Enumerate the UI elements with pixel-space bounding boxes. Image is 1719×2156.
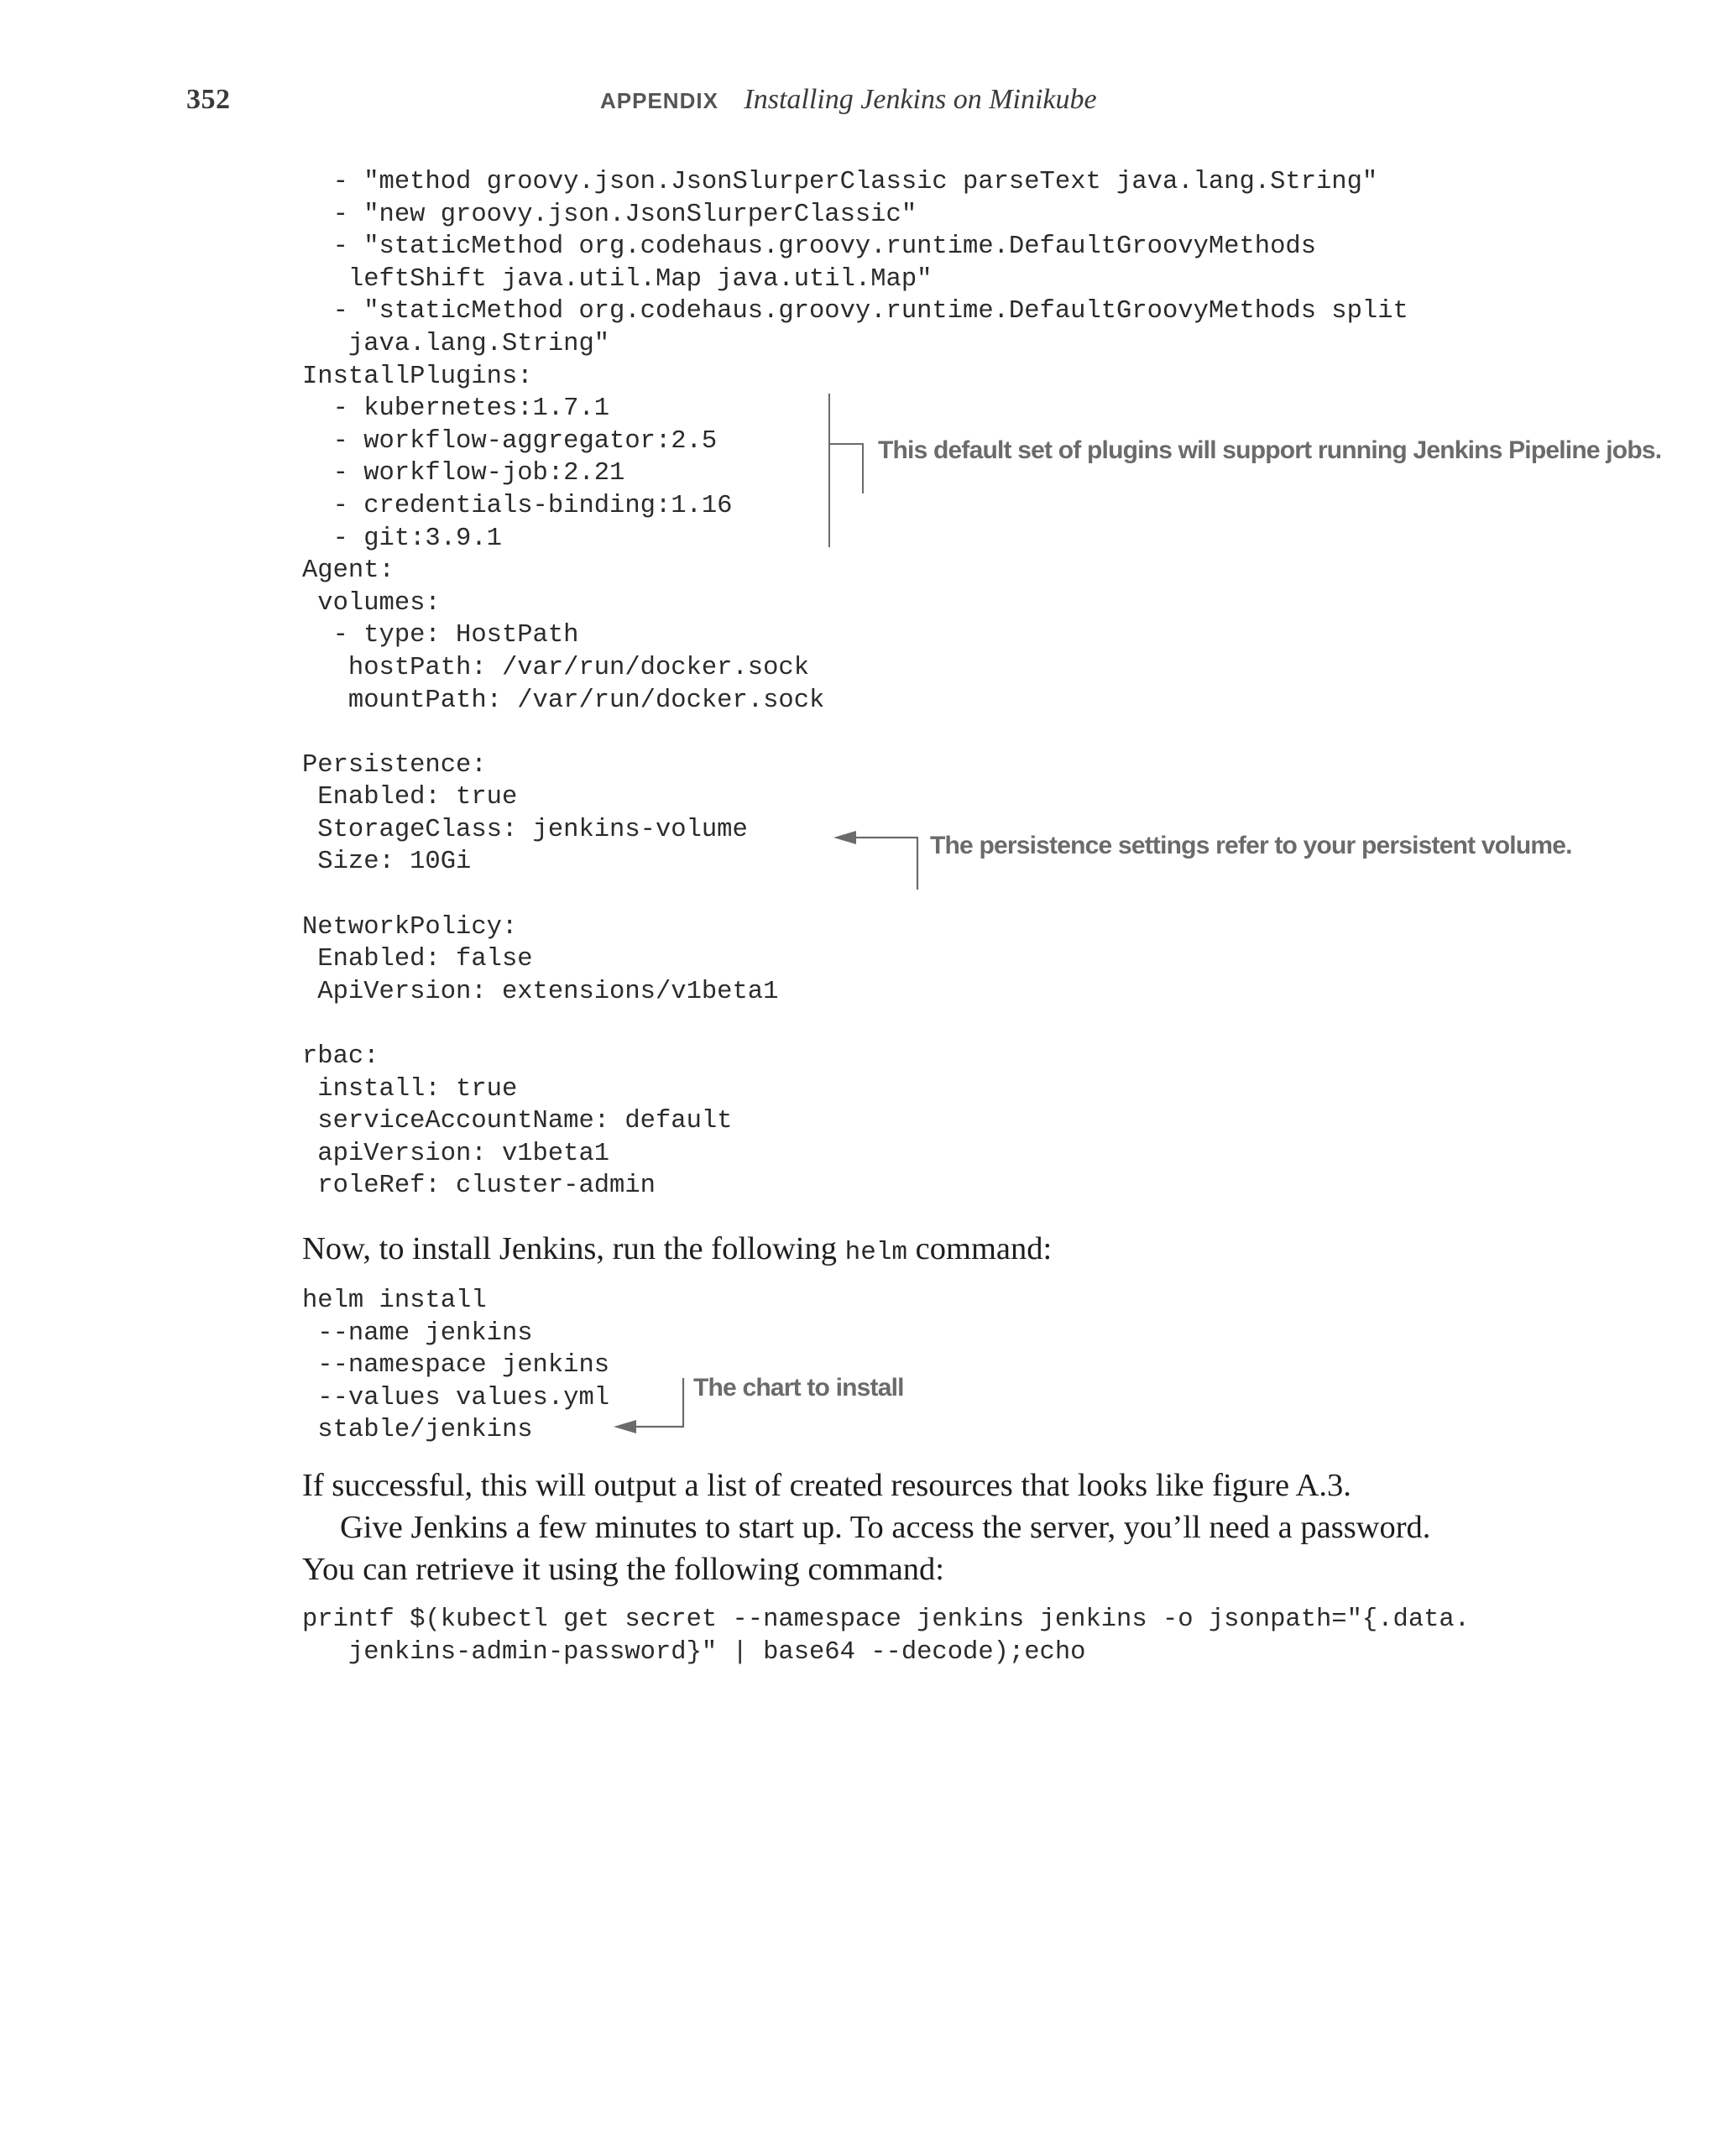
- code-printf-command: printf $(kubectl get secret --namespace jenkins jenkins -o jsonpath="{.data. jenkins-admin-password}" | base64 --decode);echo: [302, 1605, 1471, 1667]
- annotation-plugins: This default set of plugins will support running Jenkins Pipeline jobs.: [878, 436, 1662, 464]
- code-helm-install: helm install --name jenkins --namespace jenkins --values values.yml stable/jenkins: [302, 1287, 610, 1445]
- annotation-chart: The chart to install: [693, 1374, 904, 1402]
- plugins-bracket-stem: [829, 443, 863, 445]
- paragraph-success: If successful, this will output a list of created resources that looks like figure A.3.: [302, 1468, 1351, 1503]
- plugins-bracket-vertical: [828, 394, 830, 547]
- plugins-bracket-tick: [862, 443, 864, 493]
- chapter-title: Installing Jenkins on Minikube: [744, 84, 1097, 115]
- running-head: [600, 84, 1097, 116]
- chart-arrow-icon: [611, 1376, 687, 1433]
- paragraph-install-text-after: command:: [907, 1231, 1053, 1266]
- paragraph-password-line-1: Give Jenkins a few minutes to start up. To access the server, you’ll need a password.: [340, 1510, 1431, 1545]
- paragraph-install-text-before: Now, to install Jenkins, run the following: [302, 1231, 845, 1266]
- paragraph-password-line-2: You can retrieve it using the following command:: [302, 1552, 944, 1587]
- section-label: APPENDIX: [600, 88, 718, 113]
- page-number: 352: [186, 84, 231, 115]
- persistence-arrow-icon: [831, 827, 923, 892]
- paragraph-install: [302, 1230, 1052, 1267]
- annotation-persistence: The persistence settings refer to your persistent volume.: [930, 832, 1572, 859]
- inline-code-helm: helm: [844, 1238, 908, 1267]
- code-values-listing: - "method groovy.json.JsonSlurperClassic parseText java.lang.String" - "new groovy.json.JsonSlurperClassic" - "staticMethod org.codehaus.groovy.runtime.DefaultGroovyMethods leftShift java.util.Map java.util.Map" - "staticMethod org.codehaus.groovy.runtime.DefaultGroovyMethods split java.lang.String" InstallPlugins: - kubernetes:1.7.1 - workflow-aggregator:2.5 - workflow-job:2.21 - credentials-binding:1.16 - git:3.9.1 Agent: volumes: - type: HostPath hostPath: /var/run/docker.sock mountPath: /var/run/docker.sock Persistence: Enabled: true StorageClass: jenkins-volume Size: 10Gi NetworkPolicy: Enabled: false ApiVersion: extensions/v1beta1 rbac: install: true serviceAccountName: default apiVersion: v1beta1 roleRef: cluster-admin: [302, 168, 1408, 1201]
